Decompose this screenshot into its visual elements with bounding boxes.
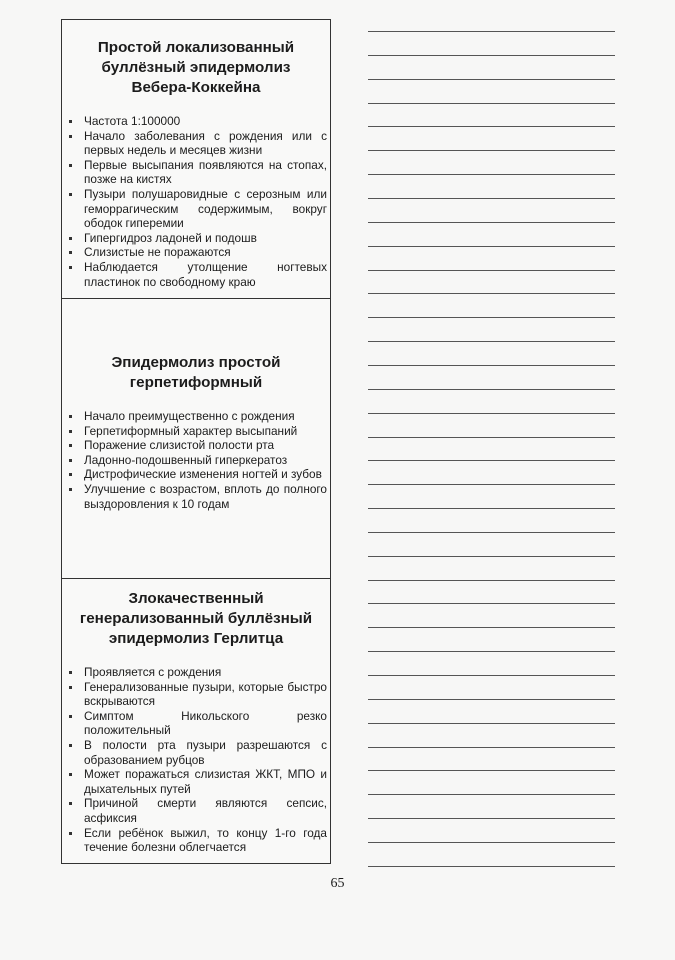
- list-item: Причиной смерти являются сепсис, асфиксия: [67, 796, 327, 825]
- feature-list: [62, 409, 330, 511]
- title-line: генерализованный буллёзный: [79, 610, 313, 627]
- note-line: [368, 818, 615, 819]
- note-line: [368, 580, 615, 581]
- note-line: [368, 246, 615, 247]
- list-item: Проявляется с рождения: [67, 665, 327, 680]
- note-line: [368, 651, 615, 652]
- note-line: [368, 794, 615, 795]
- list-item: Наблюдается утолщение ногтевых пластинок по свободному краю: [67, 260, 327, 289]
- note-line: [368, 770, 615, 771]
- note-line: [368, 174, 615, 175]
- list-item: Начало преимущественно с рождения: [67, 409, 327, 424]
- list-item: В полости рта пузыри разрешаются с образованием рубцов: [67, 738, 327, 767]
- list-item: Дистрофические изменения ногтей и зубов: [67, 467, 327, 482]
- note-line: [368, 556, 615, 557]
- list-item: Может поражаться слизистая ЖКТ, МПО и дыхательных путей: [67, 767, 327, 796]
- note-line: [368, 627, 615, 628]
- list-item: Ладонно-подошвенный гиперкератоз: [67, 453, 327, 468]
- note-line: [368, 675, 615, 676]
- list-item: Первые высыпания появляются на стопах, позже на кистях: [67, 158, 327, 187]
- title-line: эпидермолиз Герлитца: [108, 630, 284, 647]
- list-item: Улучшение с возрастом, вплоть до полного выздоровления к 10 годам: [67, 482, 327, 511]
- list-item: Генерализованные пузыри, которые быстро вскрываются: [67, 680, 327, 709]
- note-line: [368, 437, 615, 438]
- list-item: Если ребёнок выжил, то концу 1-го года течение болезни облегчается: [67, 826, 327, 855]
- list-item: Слизистые не поражаются: [67, 245, 327, 260]
- note-line: [368, 699, 615, 700]
- list-item: Герпетиформный характер высыпаний: [67, 424, 327, 439]
- note-line: [368, 126, 615, 127]
- note-line: [368, 508, 615, 509]
- info-card-herpetiform: [61, 298, 331, 579]
- note-line: [368, 103, 615, 104]
- note-line: [368, 341, 615, 342]
- info-card-weber-cockayne: [61, 19, 331, 299]
- title-line: герпетиформный: [129, 374, 263, 391]
- note-line: [368, 413, 615, 414]
- note-line: [368, 460, 615, 461]
- note-line: [368, 293, 615, 294]
- page-number: 65: [330, 876, 345, 891]
- note-line: [368, 747, 615, 748]
- list-item: Начало заболевания с рождения или с первых недель и месяцев жизни: [67, 129, 327, 158]
- title-line: Простой локализованный: [97, 39, 295, 56]
- title-line: Злокачественный: [128, 590, 264, 607]
- note-line: [368, 150, 615, 151]
- feature-list: [62, 114, 330, 289]
- note-line: [368, 79, 615, 80]
- info-card-herlitz: [61, 578, 331, 864]
- note-line: [368, 603, 615, 604]
- note-line: [368, 198, 615, 199]
- title-line: буллёзный эпидермолиз: [101, 59, 291, 76]
- note-line: [368, 55, 615, 56]
- note-line: [368, 532, 615, 533]
- note-line: [368, 842, 615, 843]
- note-line: [368, 31, 615, 32]
- note-line: [368, 484, 615, 485]
- card-title: [66, 589, 326, 649]
- note-line: [368, 866, 615, 867]
- card-title: [66, 353, 326, 393]
- title-line: Вебера-Коккейна: [131, 79, 261, 96]
- card-title: [66, 38, 326, 98]
- note-line: [368, 222, 615, 223]
- list-item: Частота 1:100000: [67, 114, 327, 129]
- feature-list: [62, 665, 330, 855]
- list-item: Симптом Никольского резко положительный: [67, 709, 327, 738]
- list-item: Пузыри полушаровидные с серозным или геморрагическим содержимым, вокруг ободок гиперемии: [67, 187, 327, 231]
- note-line: [368, 270, 615, 271]
- list-item: Поражение слизистой полости рта: [67, 438, 327, 453]
- title-line: Эпидермолиз простой: [111, 354, 281, 371]
- list-item: Гипергидроз ладоней и подошв: [67, 231, 327, 246]
- note-line: [368, 317, 615, 318]
- note-line: [368, 723, 615, 724]
- note-line: [368, 365, 615, 366]
- note-line: [368, 389, 615, 390]
